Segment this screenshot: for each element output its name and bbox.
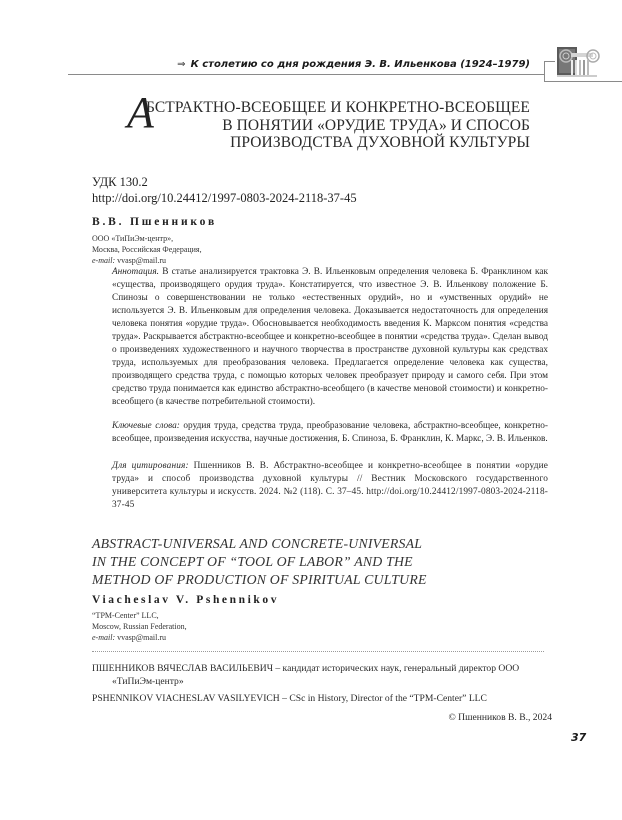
- ionic-column-icon: [557, 47, 605, 77]
- udk-block: [92, 174, 357, 206]
- citation-label: Для цитирования:: [112, 461, 189, 471]
- author-email[interactable]: vvasp@mail.ru: [117, 256, 167, 265]
- keywords-text: орудия труда, средства труда, преобразование человека, абстрактно-всеобщее, конкретно-всеобщее, произведения искусства, научные достижения, Б. Спиноза, Б. Франклин, К. Маркс, Э. В. Ильенков.: [112, 421, 548, 444]
- title-dropcap: А: [127, 88, 154, 137]
- english-title-line-2: IN THE CONCEPT OF “TOOL OF LABOR” AND THE: [92, 554, 413, 569]
- citation-text: Пшенников В. В. Абстрактно-всеобщее и конкретно-всеобщее в понятии «орудие труда» и способ производства духовной культуры // Вестник Московского государственного университета культуры и искусств. 2024. №2 (118). С. 37–45. http://doi.org/10.24412/1997-0803-2024-2118-37-45: [112, 461, 548, 510]
- english-title: [92, 535, 427, 589]
- page-number: 37: [571, 731, 587, 744]
- article-title: [100, 88, 530, 152]
- running-header: [177, 59, 530, 70]
- bio-ru-line-1: ПШЕННИКОВ ВЯЧЕСЛАВ ВАСИЛЬЕВИЧ – кандидат исторических наук, генеральный директор ООО: [92, 663, 520, 674]
- double-arrow-icon: ⇒: [177, 59, 186, 70]
- abstract: [112, 266, 548, 409]
- abstract-label: Аннотация.: [112, 267, 159, 277]
- keywords: [112, 420, 548, 446]
- english-title-line-3: METHOD OF PRODUCTION OF SPIRITUAL CULTURE: [92, 572, 427, 587]
- dotted-divider: [92, 651, 544, 652]
- copyright: © Пшенников В. В., 2024: [448, 712, 552, 723]
- author-bio-ru: [92, 662, 562, 688]
- udk-code: УДК 130.2: [92, 175, 148, 189]
- author-name-ru: В.В. Пшенников: [92, 216, 217, 228]
- abstract-text: В статье анализируется трактовка Э. В. Ильенковым определения человека Б. Франклином как «существа, производящего орудия труда». Констатируется, что известное Э. В. Ильенкову положение Б. Спинозы о совершенствовании не только «естественных орудий», но и «умственных орудий» не используется Э. В. Ильенковым для определения человека. Доказывается недостаточность для определения человека понятия «орудие труда». Обосновывается необходимость введения К. Марксом понятия «средства труда». Раскрывается абстрактно-всеобщее и конкретно-всеобщее в понятии «средства труда». Сделан вывод о произведениях художественного и научного творчества в пространстве духовной культуры как средствах труда, используемых для преобразования человека. Предлагается определение человека как существа, производящего средства труда, с помощью которых человек преобразует природу и самого себя. При этом средство труда понимается как единство абстрактно-всеобщего (в качестве меновой стоимости) и конкретно-всеобщего (в качестве потребительной стоимости).: [112, 267, 548, 407]
- author-email-en[interactable]: vvasp@mail.ru: [117, 633, 167, 642]
- header-rule: [68, 74, 545, 75]
- citation: [112, 460, 548, 512]
- header-bracket-vertical: [544, 61, 545, 81]
- email-label-en: e-mail:: [92, 633, 116, 642]
- english-title-line-1: ABSTRACT-UNIVERSAL AND CONCRETE-UNIVERSAL: [92, 536, 423, 551]
- title-line-2: В ПОНЯТИИ «ОРУДИЕ ТРУДА» И СПОСОБ: [222, 116, 530, 134]
- author-org-en: “TPM-Center” LLC,: [92, 611, 159, 620]
- header-bracket-horizontal: [544, 81, 622, 82]
- title-line-1: БСТРАКТНО-ВСЕОБЩЕЕ И КОНКРЕТНО-ВСЕОБЩЕЕ: [145, 99, 530, 116]
- doi-link[interactable]: http://doi.org/10.24412/1997-0803-2024-2118-37-45: [92, 191, 357, 205]
- author-location-en: Moscow, Russian Federation,: [92, 622, 187, 631]
- author-location: Москва, Российская Федерация,: [92, 245, 202, 254]
- author-bio-en: PSHENNIKOV VIACHESLAV VASILYEVICH – CSc in History, Director of the “TPM-Center” LLC: [92, 693, 487, 704]
- title-line-3: ПРОИЗВОДСТВА ДУХОВНОЙ КУЛЬТУРЫ: [230, 134, 530, 151]
- author-affiliation-ru: [92, 233, 202, 266]
- author-affiliation-en: [92, 610, 187, 643]
- bio-ru-line-2: «ТиПиЭм-центр»: [112, 676, 184, 687]
- running-header-text: К столетию со дня рождения Э. В. Ильенкова (1924–1979): [190, 59, 530, 70]
- author-org: ООО «ТиПиЭм-центр»,: [92, 234, 174, 243]
- header-bracket-top: [544, 61, 555, 62]
- author-name-en: Viacheslav V. Pshennikov: [92, 594, 280, 606]
- email-label: e-mail:: [92, 256, 116, 265]
- keywords-label: Ключевые слова:: [112, 421, 180, 431]
